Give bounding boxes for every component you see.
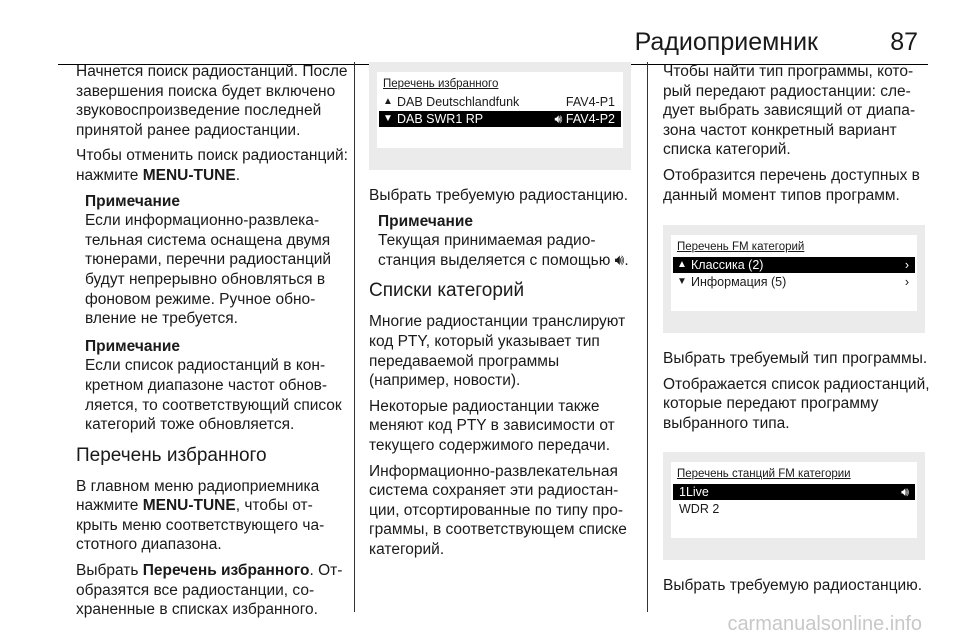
note: [85, 192, 348, 329]
column-divider: [647, 62, 648, 612]
list-item-selected: ▲ Классика (2) ›: [673, 257, 915, 273]
speaker-icon: 🔊︎: [901, 484, 909, 499]
paragraph: Многие радиостанции транслируют код PTY, который указывает тип передаваемой программы (например, новости).: [369, 313, 626, 390]
paragraph: Чтобы найти тип программы, который передают радиостанции: следует выбрать зависящий от диапазона частот конкретный вариант списка категорий.: [663, 63, 916, 159]
paragraph: Чтобы отменить поиск радиостанций: нажмите MENU-TUNE.: [76, 147, 348, 184]
fm-categories-screen: [663, 225, 925, 333]
note-title: Примечание: [85, 337, 180, 355]
screen-title: Перечень избранного: [383, 78, 499, 90]
note-text: Если информационно-развлекательная система оснащена двумя тюнерами, перечни радиостанций будут непрерывно обновляться в фоновом режиме. Ручное обновление не требуется.: [85, 212, 332, 328]
section-heading: Перечень избранного: [76, 444, 267, 466]
page-header: [58, 22, 928, 56]
note: Примечание Текущая принимаемая радиостанция выделяется с помощью 🔊︎.: [378, 212, 633, 271]
arrow-up-icon: ▲: [677, 259, 687, 271]
page-number: 87: [890, 28, 918, 56]
watermark: carmanualsonline.info: [727, 613, 922, 635]
favorites-screen: [369, 62, 631, 170]
section-heading: Списки категорий: [369, 280, 525, 302]
note: [85, 337, 348, 435]
arrow-down-icon: ▼: [383, 113, 393, 124]
speaker-icon: 🔊︎: [614, 251, 625, 269]
paragraph: Выбрать требуемую радиостанцию.: [369, 187, 629, 204]
arrow-down-icon: ▼: [677, 276, 687, 288]
chevron-right-icon: ›: [904, 258, 909, 273]
note-title: Примечание: [378, 212, 473, 230]
column-3: [663, 62, 935, 601]
screen-title: Перечень станций FM категории: [677, 467, 851, 480]
fm-stations-screen: [663, 452, 925, 560]
list-item-selected: 1Live 🔊︎: [673, 484, 915, 500]
page-title: Радиоприемник: [634, 28, 818, 56]
paragraph: Начнется поиск радиостанций. После завершения поиска будет включено звуковоспроизведение последней принятой ранее радиостанции.: [76, 63, 348, 139]
paragraph: Выбрать требуемую радиостанцию.: [663, 576, 923, 594]
paragraph: Выбрать Перечень избранного. Отобразятся все радиостанции, сохраненные в списках избранного.: [76, 562, 343, 619]
note-text: Текущая принимаемая радиостанция выделяется с помощью: [378, 232, 611, 269]
note-text: Если список радиостанций в конкретном диапазоне частот обновляется, то соответствующий список категорий тоже обновляется.: [85, 357, 342, 434]
paragraph: Информационно-развлекательная система сохраняет эти радиостанции, отсортированные по типу программы, в соответствующем списке категорий.: [369, 462, 627, 558]
chevron-right-icon: ›: [904, 275, 909, 290]
note-title: Примечание: [85, 192, 180, 210]
list-item: WDR 2: [679, 501, 720, 516]
paragraph: Выбрать требуемый тип программы.: [663, 350, 928, 368]
column-divider: [354, 62, 355, 612]
column-1: [76, 62, 348, 626]
column-2: [369, 62, 633, 566]
list-item-selected: ▼ DAB SWR1 RP 🔊︎ FAV4-P2: [379, 111, 621, 127]
screen-title: Перечень FM категорий: [677, 241, 805, 254]
paragraph: Некоторые радиостанции также меняют код PTY в зависимости от текущего содержимого передачи.: [369, 397, 615, 454]
speaker-icon: 🔊︎: [554, 112, 566, 126]
paragraph: В главном меню радиоприемника нажмите MENU-TUNE, чтобы открыть меню соответствующего частотного диапазона.: [76, 477, 325, 554]
paragraph: Отобразится перечень доступных в данный момент типов программ.: [663, 166, 920, 204]
list-item: ▼ Информация (5) ›: [677, 275, 909, 290]
arrow-up-icon: ▲: [383, 96, 393, 107]
paragraph: Отображается список радиостанций, которые передают программу выбранного типа.: [663, 375, 930, 432]
list-item: ▲ DAB Deutschlandfunk FAV4-P1: [383, 95, 615, 109]
